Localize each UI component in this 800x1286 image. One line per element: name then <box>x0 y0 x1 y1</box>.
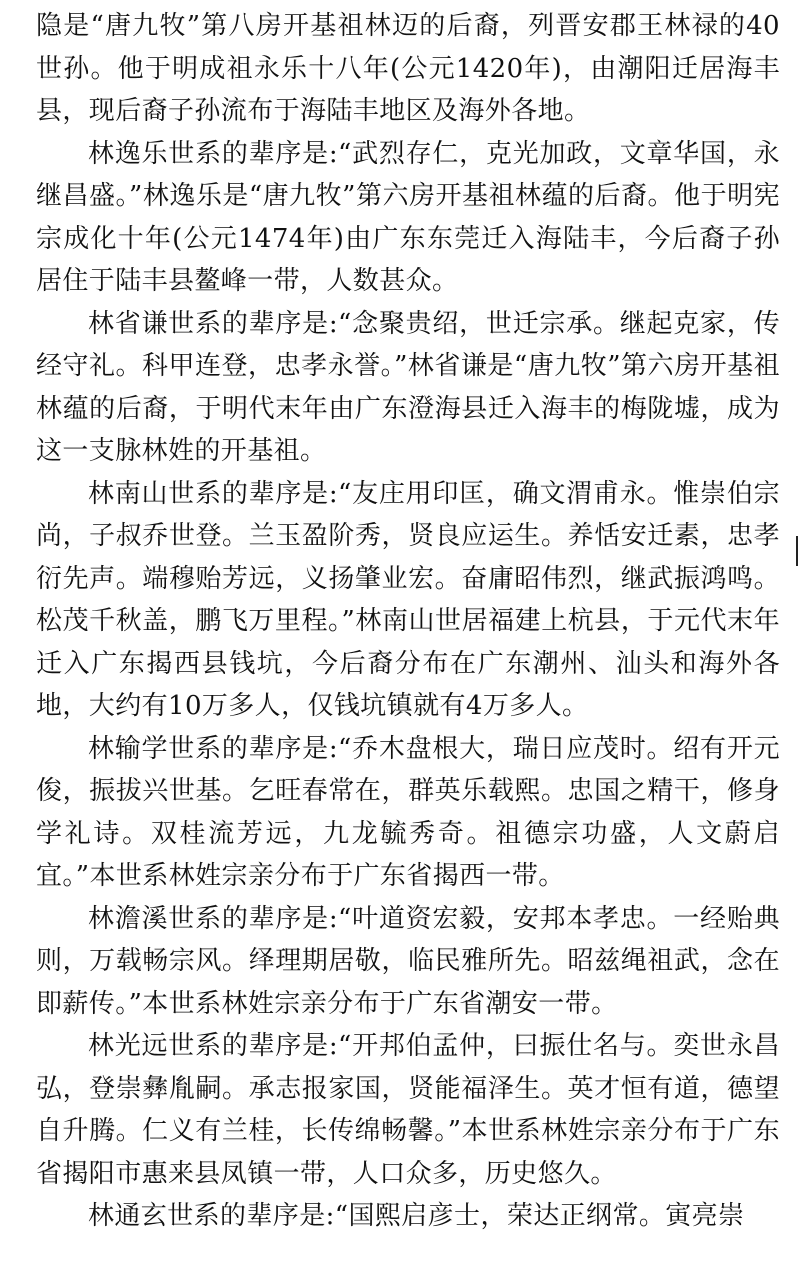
paragraph-continued-lin-mai: 隐是“唐九牧”第八房开基祖林迈的后裔，列晋安郡王林禄的40世孙。他于明成祖永乐十八年(公元1420年)，由潮阳迁居海丰县，现后裔子孙流布于海陆丰地区及海外各地。 <box>36 11 780 126</box>
paragraph-lin-guangyuan: 林光远世系的辈序是:“开邦伯孟仲，曰振仕名与。奕世永昌弘，登崇彝胤嗣。承志报家国，贤能福泽生。英才恒有道，德望自升腾。仁义有兰桂，长传绵畅馨。”本世系林姓宗亲分布于广东省揭阳市惠来县凤镇一带，人口众多，历史悠久。 <box>36 1031 780 1189</box>
paragraph-lin-nanshan: 林南山世系的辈序是:“友庄用印匡，确文渭甫永。惟崇伯宗尚，子叔乔世登。兰玉盈阶秀，贤良应运生。养恬安迁素，忠孝衍先声。端穆贻芳远，义扬肇业宏。奋庸昭伟烈，继武振鸿鸣。松茂千秋盖，鹏飞万里程。”林南山世居福建上杭县，于元代末年迁入广东揭西县钱坑，今后裔分布在广东潮州、汕头和海外各地，大约有10万多人，仅钱坑镇就有4万多人。 <box>36 478 780 721</box>
scan-edge-mark <box>796 536 798 566</box>
paragraph-lin-yile: 林逸乐世系的辈序是:“武烈存仁，克光加政，文章华国，永继昌盛。”林逸乐是“唐九牧”第六房开基祖林蕴的后裔。他于明宪宗成化十年(公元1474年)由广东东莞迁入海陆丰，今后裔子孙居住于陆丰县鳌峰一带，人数甚众。 <box>36 138 780 296</box>
paragraph-lin-shengqian: 林省谦世系的辈序是:“念聚贵绍，世迁宗承。继起克家，传经守礼。科甲连登，忠孝永誉。”林省谦是“唐九牧”第六房开基祖林蕴的后裔，于明代末年由广东澄海县迁入海丰的梅陇墟，成为这一支脉林姓的开基祖。 <box>36 308 780 466</box>
paragraph-lin-danxi: 林澹溪世系的辈序是:“叶道资宏毅，安邦本孝忠。一经贻典则，万载畅宗风。绎理期居敬，临民雅所先。昭兹绳祖武，念在即薪传。”本世系林姓宗亲分布于广东省潮安一带。 <box>36 903 780 1019</box>
document-body <box>36 5 780 1238</box>
paragraph-lin-shuxue: 林输学世系的辈序是:“乔木盘根大，瑞日应茂时。绍有开元俊，振拔兴世基。乞旺春常在，群英乐载熙。忠国之精干，修身学礼诗。双桂流芳远，九龙毓秀奇。祖德宗功盛，人文蔚启宜。”本世系林姓宗亲分布于广东省揭西一带。 <box>36 733 780 891</box>
paragraph-lin-tongxuan: 林通玄世系的辈序是:“国熙启彦士，荣达正纲常。寅亮崇 <box>88 1201 745 1231</box>
